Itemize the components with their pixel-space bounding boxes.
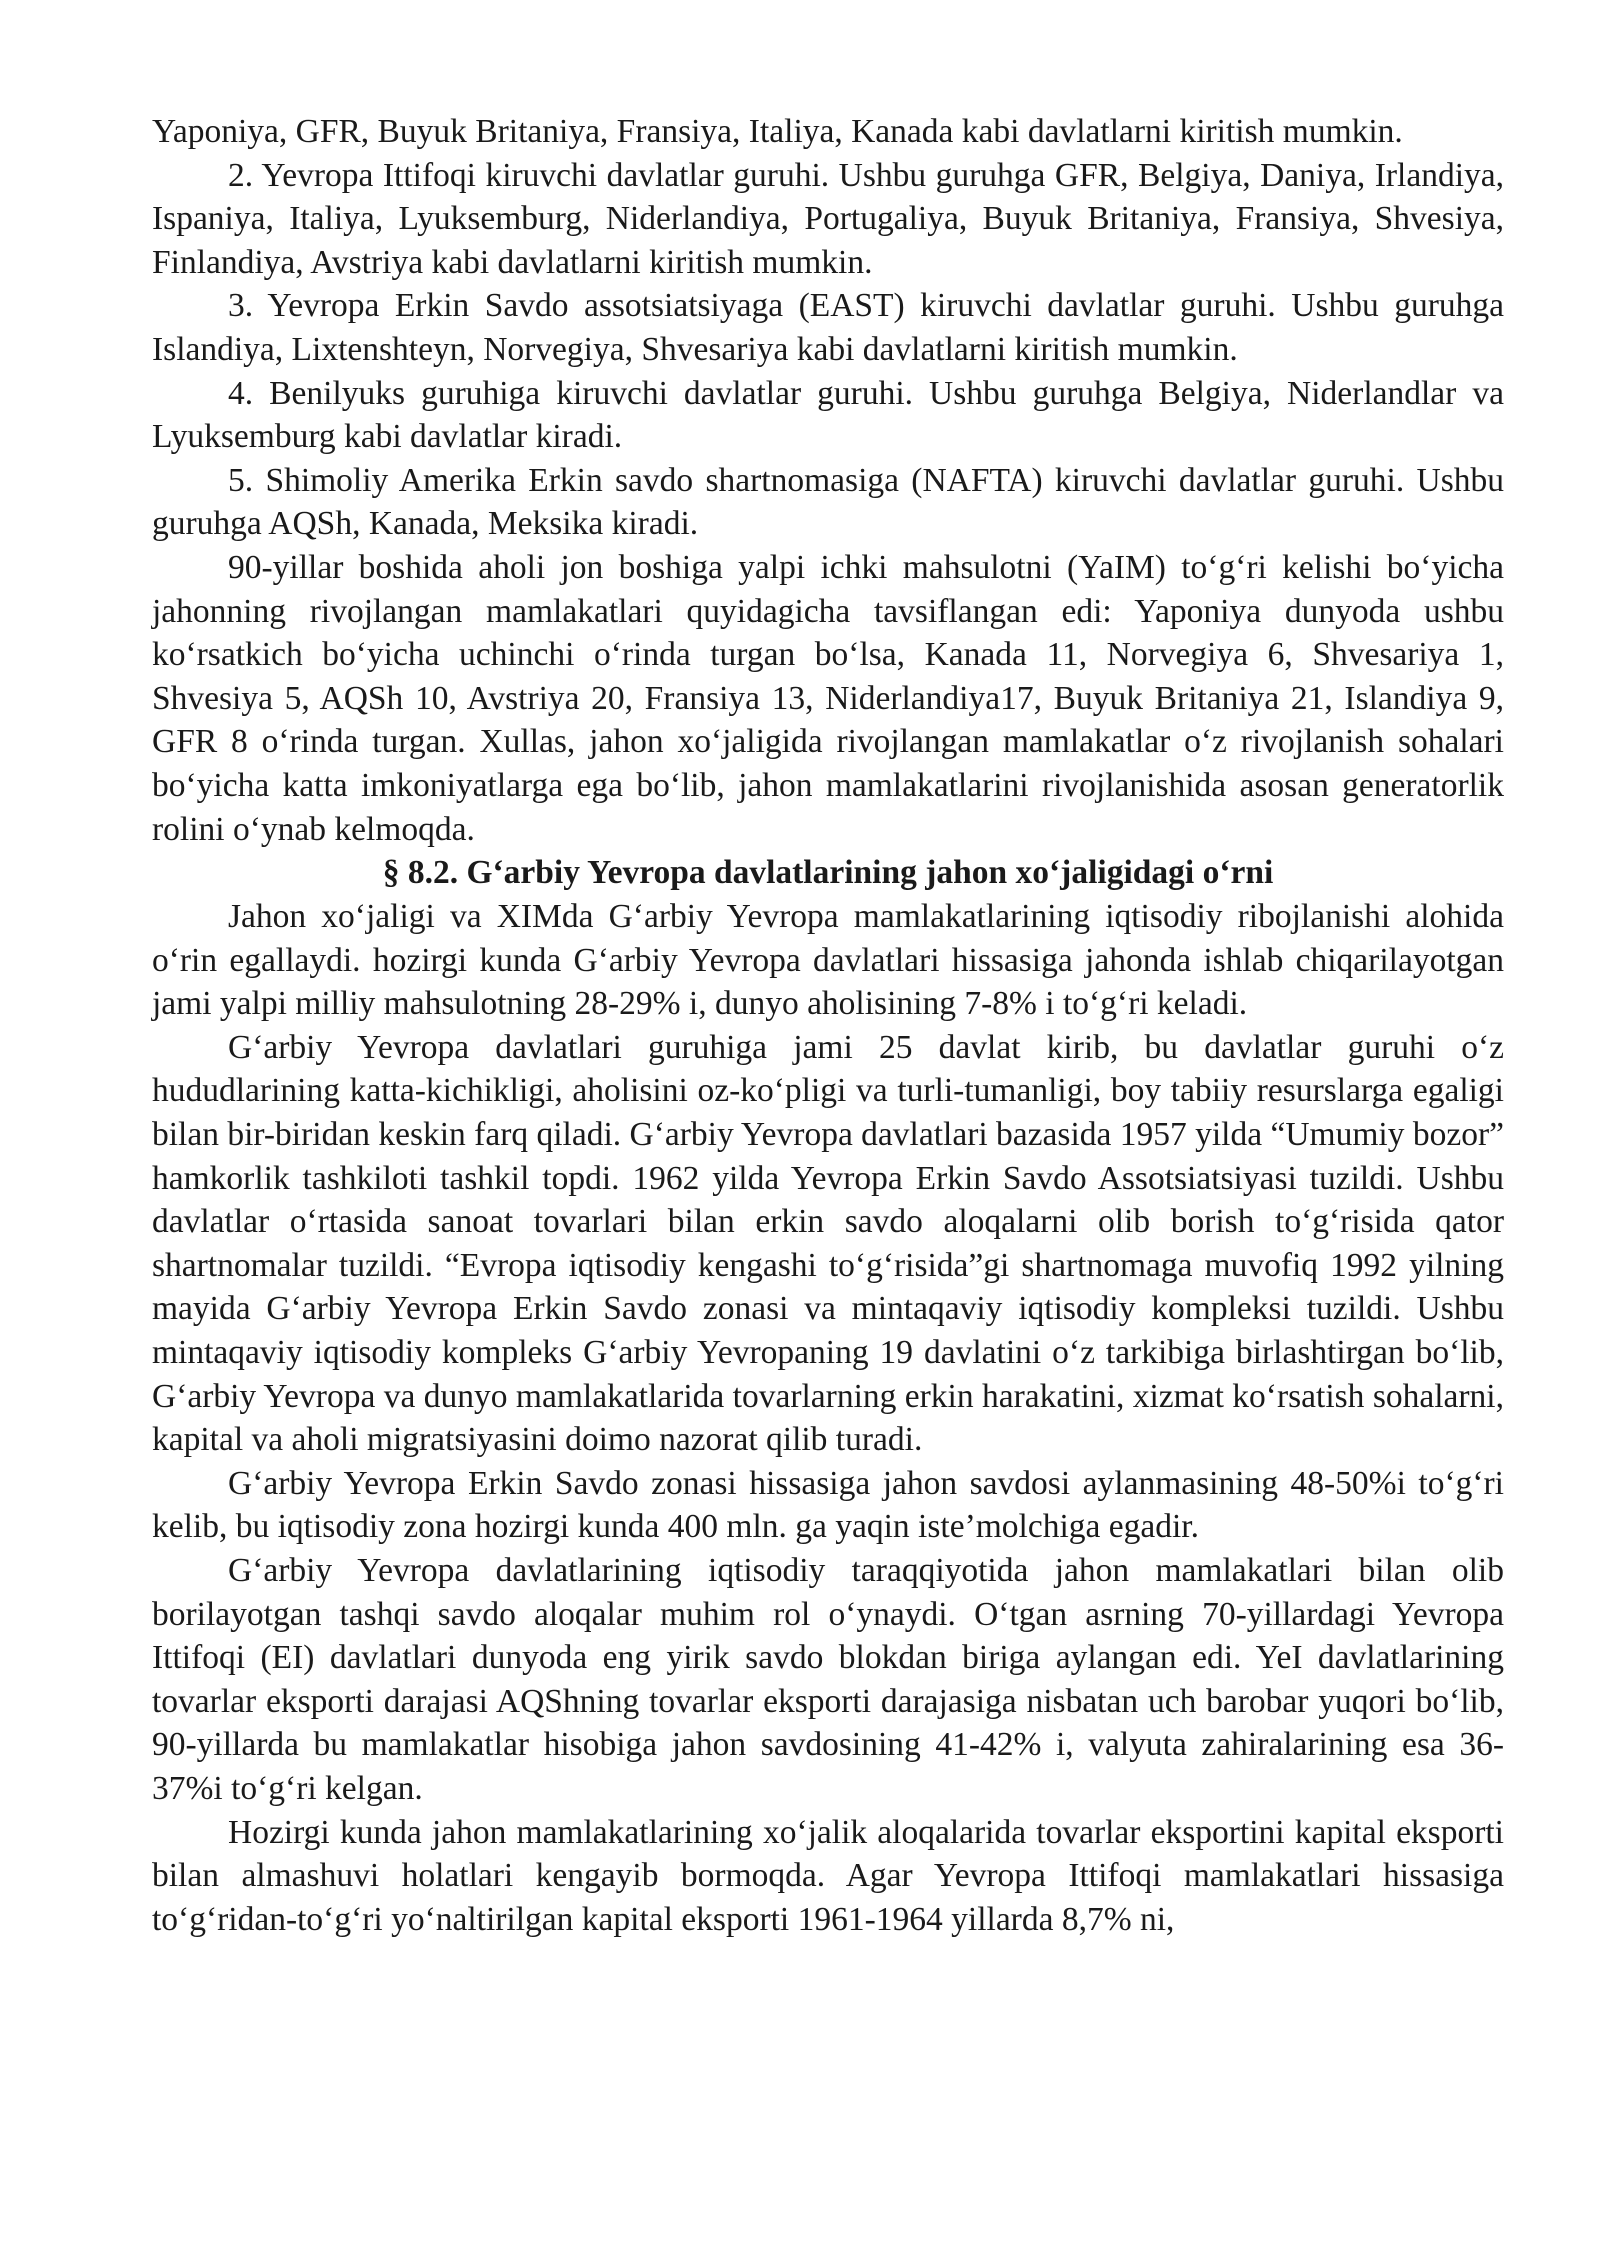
document-page [152,110,1504,1941]
paragraph: G‘arbiy Yevropa davlatlarining iqtisodiy taraqqiyotida jahon mamlakatlari bilan olib borilayotgan tashqi savdo aloqalar muhim rol o‘ynaydi. O‘tgan asrning 70-yillardagi Yevropa Ittifoqi (EI) davlatlari dunyoda eng yirik savdo blokdan biriga aylangan edi. YeI davlatlarining tovarlar eksporti darajasi AQShning tovarlar eksporti darajasiga nisbatan uch barobar yuqori bo‘lib, 90-yillarda bu mamlakatlar hisobiga jahon savdosining 41-42% i, valyuta zahiralarining esa 36-37%i to‘g‘ri kelgan. [152,1552,1504,1807]
paragraphs-after [152,895,1504,1941]
paragraph: 2. Yevropa Ittifoqi kiruvchi davlatlar guruhi. Ushbu guruhga GFR, Belgiya, Daniya, Irlandiya, Ispaniya, Italiya, Lyuksemburg, Niderlandiya, Portugaliya, Buyuk Britaniya, Fransiya, Shvesiya, Finlandiya, Avstriya kabi davlatlarni kiritish mumkin. [152,156,1504,281]
paragraph: 5. Shimoliy Amerika Erkin savdo shartnomasiga (NAFTA) kiruvchi davlatlar guruhi. Ushbu guruhga AQSh, Kanada, Meksika kiradi. [152,461,1504,543]
paragraph: G‘arbiy Yevropa davlatlari guruhiga jami 25 davlat kirib, bu davlatlar guruhi o‘z hududlarining katta-kichikligi, aholisini oz-ko‘pligi va turli-tumanligi, boy tabiiy resurslarga egaligi bilan bir-biridan keskin farq qiladi. G‘arbiy Yevropa davlatlari bazasida 1957 yilda “Umumiy bozor” hamkorlik tashkiloti tashkil topdi. 1962 yilda Yevropa Erkin Savdo Assotsiatsiyasi tuzildi. Ushbu davlatlar o‘rtasida sanoat tovarlari bilan erkin savdo aloqalarni olib borish to‘g‘risida qator shartnomalar tuzildi. “Evropa iqtisodiy kengashi to‘g‘risida”gi shartnomaga muvofiq 1992 yilning mayida G‘arbiy Yevropa Erkin Savdo zonasi va mintaqaviy iqtisodiy kompleksi tuzildi. Ushbu mintaqaviy iqtisodiy kompleks G‘arbiy Yevropaning 19 davlatini o‘z tarkibiga birlashtirgan bo‘lib, G‘arbiy Yevropa va dunyo mamlakatlarida tovarlarning erkin harakatini, xizmat ko‘rsatish sohalarni, kapital va aholi migratsiyasini doimo nazorat qilib turadi. [152,1028,1504,1459]
paragraphs-before [152,110,1504,851]
paragraph: Yaponiya, GFR, Buyuk Britaniya, Fransiya, Italiya, Kanada kabi davlatlarni kiritish mumkin. [152,113,1403,150]
section-heading: § 8.2. G‘arbiy Yevropa davlatlarining jahon xo‘jaligidagi o‘rni [382,854,1274,892]
paragraph: Hozirgi kunda jahon mamlakatlarining xo‘jalik aloqalarida tovarlar eksportini kapital eksporti bilan almashuvi holatlari kengayib bormoqda. Agar Yevropa Ittifoqi mamlakatlari hissasiga to‘g‘ridan-to‘g‘ri yo‘naltirilgan kapital eksporti 1961-1964 yillarda 8,7% ni, [152,1813,1504,1938]
paragraph: Jahon xo‘jaligi va XIMda G‘arbiy Yevropa mamlakatlarining iqtisodiy ribojlanishi alohida o‘rin egallaydi. hozirgi kunda G‘arbiy Yevropa davlatlari hissasiga jahonda ishlab chiqarilayotgan jami yalpi milliy mahsulotning 28-29% i, dunyo aholisining 7-8% i to‘g‘ri keladi. [152,898,1504,1023]
paragraph: 4. Benilyuks guruhiga kiruvchi davlatlar guruhi. Ushbu guruhga Belgiya, Niderlandlar va Lyuksemburg kabi davlatlar kiradi. [152,374,1504,456]
paragraph: 3. Yevropa Erkin Savdo assotsiatsiyaga (EAST) kiruvchi davlatlar guruhi. Ushbu guruhga Islandiya, Lixtenshteyn, Norvegiya, Shvesariya kabi davlatlarni kiritish mumkin. [152,287,1504,368]
paragraph: 90-yillar boshida aholi jon boshiga yalpi ichki mahsulotni (YaIM) to‘g‘ri kelishi bo‘yicha jahonning rivojlangan mamlakatlari quyidagicha tavsiflangan edi: Yaponiya dunyoda ushbu ko‘rsatkich bo‘yicha uchinchi o‘rinda turgan bo‘lsa, Kanada 11, Norvegiya 6, Shvesariya 1, Shvesiya 5, AQSh 10, Avstriya 20, Fransiya 13, Niderlandiya17, Buyuk Britaniya 21, Islandiya 9, GFR 8 o‘rinda turgan. Xullas, jahon xo‘jaligida rivojlangan mamlakatlar o‘z rivojlanish sohalari bo‘yicha katta imkoniyatlarga ega bo‘lib, jahon mamlakatlarini rivojlanishida asosan generatorlik rolini o‘ynab kelmoqda. [152,548,1504,848]
paragraph: G‘arbiy Yevropa Erkin Savdo zonasi hissasiga jahon savdosi aylanmasining 48-50%i to‘g‘ri kelib, bu iqtisodiy zona hozirgi kunda 400 mln. ga yaqin iste’molchiga egadir. [152,1464,1504,1546]
